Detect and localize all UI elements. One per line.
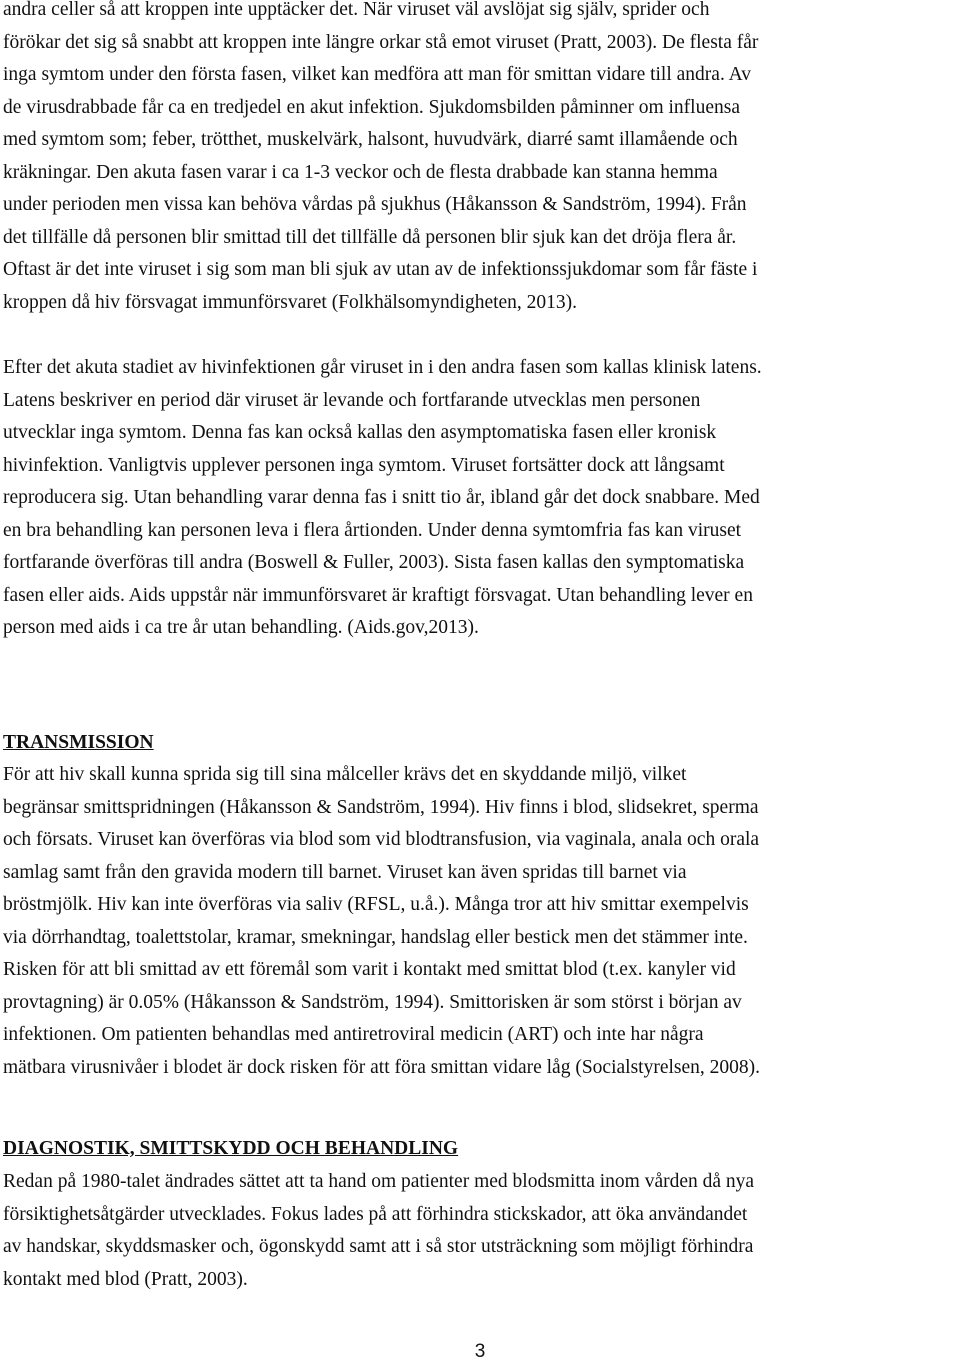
- text-line: mätbara virusnivåer i blodet är dock risken för att föra smittan vidare låg (Socialstyrelsen, 2008).: [3, 1056, 761, 1078]
- text-line: andra celler så att kroppen inte upptäcker det. När viruset väl avslöjat sig själv, sprider och: [3, 0, 710, 20]
- text-line: samlag samt från den gravida modern till barnet. Viruset kan även spridas till barnet via: [3, 861, 687, 883]
- text-line: av handskar, skyddsmasker och, ögonskydd samt att i så stor utsträckning som möjligt förhindra: [3, 1236, 754, 1257]
- text-line: det tillfälle då personen blir smittad till det tillfälle då personen blir sjuk kan det dröja flera år.: [3, 226, 737, 248]
- text-line: provtagning) är 0.05% (Håkansson & Sandström, 1994). Smittorisken är som störst i början av: [3, 991, 742, 1013]
- text-line: Latens beskriver en period där viruset är levande och fortfarande utvecklas men personen: [3, 389, 701, 411]
- text-line: reproducera sig. Utan behandling varar denna fas i snitt tio år, ibland går det dock snabbare. Med: [3, 487, 760, 508]
- section-heading-transmission: TRANSMISSION: [3, 732, 154, 753]
- text-line: inga symtom under den första fasen, vilket kan medföra att man för smittan vidare till andra. Av: [3, 64, 752, 85]
- text-line: hivinfektion. Vanligtvis upplever personen inga symtom. Viruset fortsätter dock att långsamt: [3, 454, 725, 476]
- text-line: de virusdrabbade får ca en tredjedel en akut infektion. Sjukdomsbilden påminner om influensa: [3, 96, 740, 118]
- page-number: 3: [474, 1341, 486, 1362]
- text-line: med symtom som; feber, trötthet, muskelvärk, halsont, huvudvärk, diarré samt illamående och: [3, 129, 738, 150]
- body-paragraph-transmission: [3, 759, 948, 1084]
- text-line: fasen eller aids. Aids uppstår när immunförsvaret är kraftigt försvagat. Utan behandling lever en: [3, 584, 753, 606]
- text-line: försiktighetsåtgärder utvecklades. Fokus lades på att förhindra stickskador, att öka användandet: [3, 1203, 748, 1225]
- text-line: Redan på 1980-talet ändrades sättet att ta hand om patienter med blodsmitta inom vården då nya: [3, 1171, 755, 1192]
- text-line: kroppen då hiv försvagat immunförsvaret (Folkhälsomyndigheten, 2013).: [3, 291, 578, 313]
- text-line: Risken för att bli smittad av ett föremål som varit i kontakt med smittat blod (t.ex. kanyler vid: [3, 959, 736, 980]
- text-line: och försats. Viruset kan överföras via blod som vid blodtransfusion, via vaginala, anala och orala: [3, 829, 760, 850]
- body-paragraph-hiv-infection: [3, 0, 948, 319]
- text-line: kontakt med blod (Pratt, 2003).: [3, 1268, 248, 1290]
- text-line: infektionen. Om patienten behandlas med antiretroviral medicin (ART) och inte har några: [3, 1024, 704, 1045]
- text-line: utvecklar inga symtom. Denna fas kan också kallas den asymptomatiska fasen eller kronisk: [3, 422, 717, 443]
- body-paragraph-clinical-latency: [3, 352, 948, 645]
- text-line: fortfarande överföras till andra (Boswell & Fuller, 2003). Sista fasen kallas den symptomatiska: [3, 552, 745, 573]
- text-line: För att hiv skall kunna sprida sig till sina målceller krävs det en skyddande miljö, vilket: [3, 764, 687, 785]
- text-line: via dörrhandtag, toalettstolar, kramar, smekningar, handslag eller bestick men det stämmer inte.: [3, 926, 748, 948]
- text-line: person med aids i ca tre år utan behandling. (Aids.gov,2013).: [3, 617, 479, 638]
- text-line: under perioden men vissa kan behöva vårdas på sjukhus (Håkansson & Sandström, 1994). Från: [3, 194, 747, 215]
- text-line: Efter det akuta stadiet av hivinfektionen går viruset in i den andra fasen som kallas klinisk latens.: [3, 357, 762, 378]
- text-line: kräkningar. Den akuta fasen varar i ca 1-3 veckor och de flesta drabbade kan stanna hemma: [3, 161, 718, 183]
- text-line: Oftast är det inte viruset i sig som man bli sjuk av utan av de infektionssjukdomar som får fäste i: [3, 259, 758, 280]
- section-heading-diagnostics: DIAGNOSTIK, SMITTSKYDD OCH BEHANDLING: [3, 1138, 459, 1159]
- text-line: begränsar smittspridningen (Håkansson & Sandström, 1994). Hiv finns i blod, slidsekret, sperma: [3, 796, 759, 818]
- body-paragraph-diagnostics: [3, 1166, 948, 1296]
- text-line: bröstmjölk. Hiv kan inte överföras via saliv (RFSL, u.å.). Många tror att hiv smittar exempelvis: [3, 894, 749, 915]
- text-line: en bra behandling kan personen leva i flera årtionden. Under denna symtomfria fas kan viruset: [3, 519, 742, 541]
- text-line: förökar det sig så snabbt att kroppen inte längre orkar stå emot viruset (Pratt, 2003). De flesta får: [3, 31, 759, 53]
